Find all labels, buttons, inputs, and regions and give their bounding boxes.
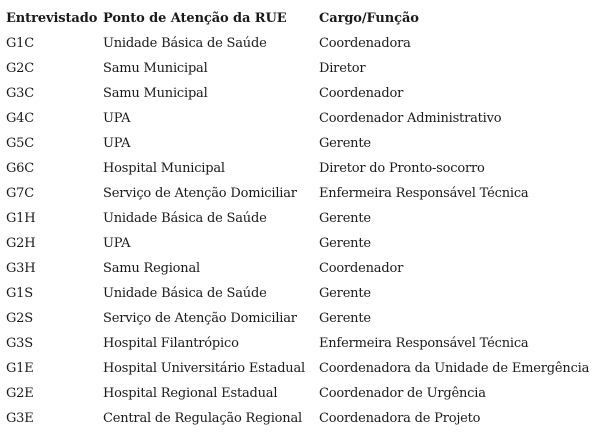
table-header [6,6,604,31]
cell-interviewee: G4C [6,111,35,126]
table-row [6,106,604,131]
table-row [6,256,604,281]
cell-role: Gerente [319,311,371,326]
cell-interviewee: G1E [6,361,34,376]
table-row [6,306,604,331]
table-row [6,56,604,81]
table-row [6,31,604,56]
table-body [6,31,604,431]
cell-care-point: Hospital Filantrópico [103,336,239,351]
interviewees-table [6,6,604,431]
cell-role: Coordenador Administrativo [319,111,502,126]
cell-care-point: UPA [103,136,131,151]
cell-interviewee: G6C [6,161,35,176]
cell-care-point: Samu Municipal [103,61,208,76]
cell-care-point: Serviço de Atenção Domiciliar [103,186,297,201]
cell-role: Coordenadora [319,36,411,51]
cell-role: Coordenador [319,86,404,101]
cell-interviewee: G3H [6,261,36,276]
table-row [6,81,604,106]
cell-interviewee: G1H [6,211,36,226]
column-header-care-point: Ponto de Atenção da RUE [103,11,287,26]
cell-role: Gerente [319,136,371,151]
cell-care-point: Samu Municipal [103,86,208,101]
header-row [6,6,604,31]
cell-interviewee: G2H [6,236,36,251]
table-row [6,281,604,306]
cell-care-point: Hospital Universitário Estadual [103,361,305,376]
cell-role: Coordenadora da Unidade de Emergência [319,361,590,376]
cell-care-point: Unidade Básica de Saúde [103,211,267,226]
cell-interviewee: G2C [6,61,35,76]
table-row [6,381,604,406]
cell-role: Diretor [319,61,366,76]
cell-care-point: Unidade Básica de Saúde [103,286,267,301]
cell-role: Diretor do Pronto-socorro [319,161,485,176]
cell-interviewee: G3E [6,411,34,426]
cell-interviewee: G1C [6,36,35,51]
cell-care-point: Hospital Regional Estadual [103,386,278,401]
column-header-role: Cargo/Função [319,11,419,26]
table-row [6,406,604,431]
cell-interviewee: G5C [6,136,35,151]
column-header-interviewee: Entrevistado [6,11,98,26]
table-row [6,206,604,231]
table-row [6,331,604,356]
cell-role: Coordenador [319,261,404,276]
cell-role: Gerente [319,286,371,301]
cell-interviewee: G3S [6,336,33,351]
cell-role: Enfermeira Responsável Técnica [319,336,529,351]
cell-role: Coordenador de Urgência [319,386,486,401]
cell-role: Gerente [319,236,371,251]
cell-care-point: UPA [103,236,131,251]
cell-interviewee: G2E [6,386,34,401]
cell-interviewee: G3C [6,86,35,101]
cell-care-point: Samu Regional [103,261,200,276]
table-row [6,156,604,181]
cell-care-point: Hospital Municipal [103,161,225,176]
cell-care-point: Central de Regulação Regional [103,411,302,426]
cell-role: Coordenadora de Projeto [319,411,481,426]
cell-care-point: UPA [103,111,131,126]
cell-care-point: Unidade Básica de Saúde [103,36,267,51]
cell-care-point: Serviço de Atenção Domiciliar [103,311,297,326]
cell-interviewee: G1S [6,286,33,301]
cell-interviewee: G7C [6,186,35,201]
cell-role: Gerente [319,211,371,226]
table-row [6,131,604,156]
cell-interviewee: G2S [6,311,33,326]
table-row [6,181,604,206]
cell-role: Enfermeira Responsável Técnica [319,186,529,201]
table-row [6,231,604,256]
table-row [6,356,604,381]
